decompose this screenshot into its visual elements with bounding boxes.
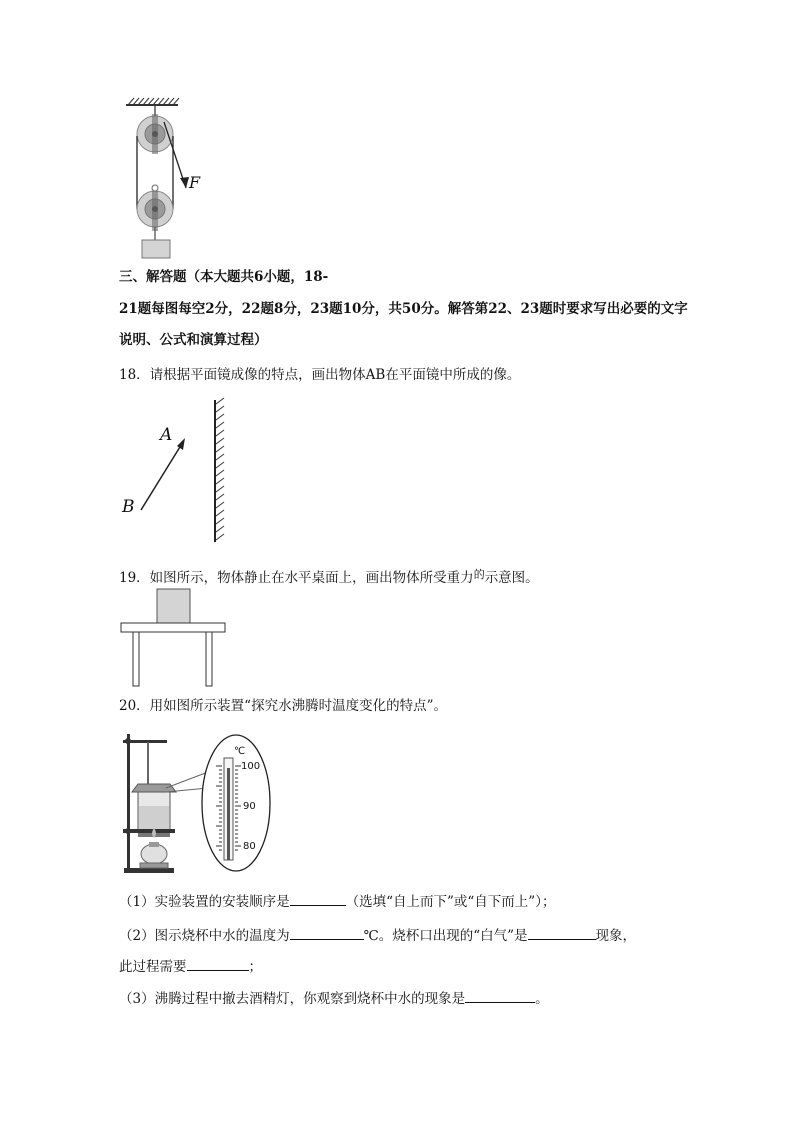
- part-2-heat-blank[interactable]: [187, 958, 249, 971]
- point-b-label: B: [122, 497, 135, 517]
- question-19-text: [119, 566, 539, 587]
- question-18-text: 18．请根据平面镜成像的特点，画出物体AB在平面镜中所成的像。: [119, 367, 521, 383]
- section-heading-line3: 说明、公式和演算过程）: [119, 332, 268, 348]
- question-19-text-after: 示意图。: [484, 570, 539, 586]
- section-heading-line1: 三、解答题（本大题共6小题，18-: [119, 269, 329, 285]
- thermometer-tick-100: 100: [241, 761, 261, 772]
- question-20-part-1: [119, 893, 555, 911]
- part-1-prompt: （1）实验装置的安装顺序是: [119, 894, 290, 910]
- part-2-end: 现象，: [595, 928, 636, 944]
- question-20-part-3: [119, 990, 549, 1008]
- thermometer-unit: ℃: [234, 746, 246, 757]
- part-2-line2-end: ；: [248, 959, 262, 975]
- section-heading-line2: 21题每图每空2分，22题8分，23题10分，共50分。解答第22、23题时要求写出必要的文字: [119, 301, 688, 317]
- part-2-prompt: （2）图示烧杯中水的温度为: [119, 928, 290, 944]
- question-20-part-2-line2: [119, 958, 262, 976]
- pulley-diagram: [118, 96, 218, 261]
- point-a-label: A: [160, 425, 173, 445]
- thermometer-tick-80: 80: [243, 841, 256, 852]
- mirror-diagram: [115, 398, 235, 546]
- boiling-apparatus-diagram: [118, 728, 278, 876]
- part-3-end: 。: [535, 991, 549, 1007]
- part-2-phenomenon-blank[interactable]: [528, 927, 596, 940]
- question-20-part-2: [119, 927, 636, 945]
- question-19-text-before: 19．如图所示，物体静止在水平桌面上，画出物体所受重力: [119, 570, 474, 586]
- table-diagram: [120, 588, 228, 688]
- part-1-options: （选填“自上而下”或“自下而上”）；: [345, 894, 556, 910]
- thermometer-tick-90: 90: [243, 801, 256, 812]
- part-3-prompt: （3）沸腾过程中撤去酒精灯，你观察到烧杯中水的现象是: [119, 991, 466, 1007]
- part-1-answer-blank[interactable]: [290, 893, 346, 906]
- question-19-raised-char: 的: [473, 568, 485, 581]
- part-2-middle: ℃。烧杯口出现的“白气”是: [363, 928, 528, 944]
- part-3-answer-blank[interactable]: [465, 990, 535, 1003]
- force-label: F: [189, 173, 201, 192]
- part-2-temperature-blank[interactable]: [290, 927, 364, 940]
- part-2-line2-prompt: 此过程需要: [119, 959, 187, 975]
- question-20-text: 20．用如图所示装置“探究水沸腾时温度变化的特点”。: [119, 698, 447, 714]
